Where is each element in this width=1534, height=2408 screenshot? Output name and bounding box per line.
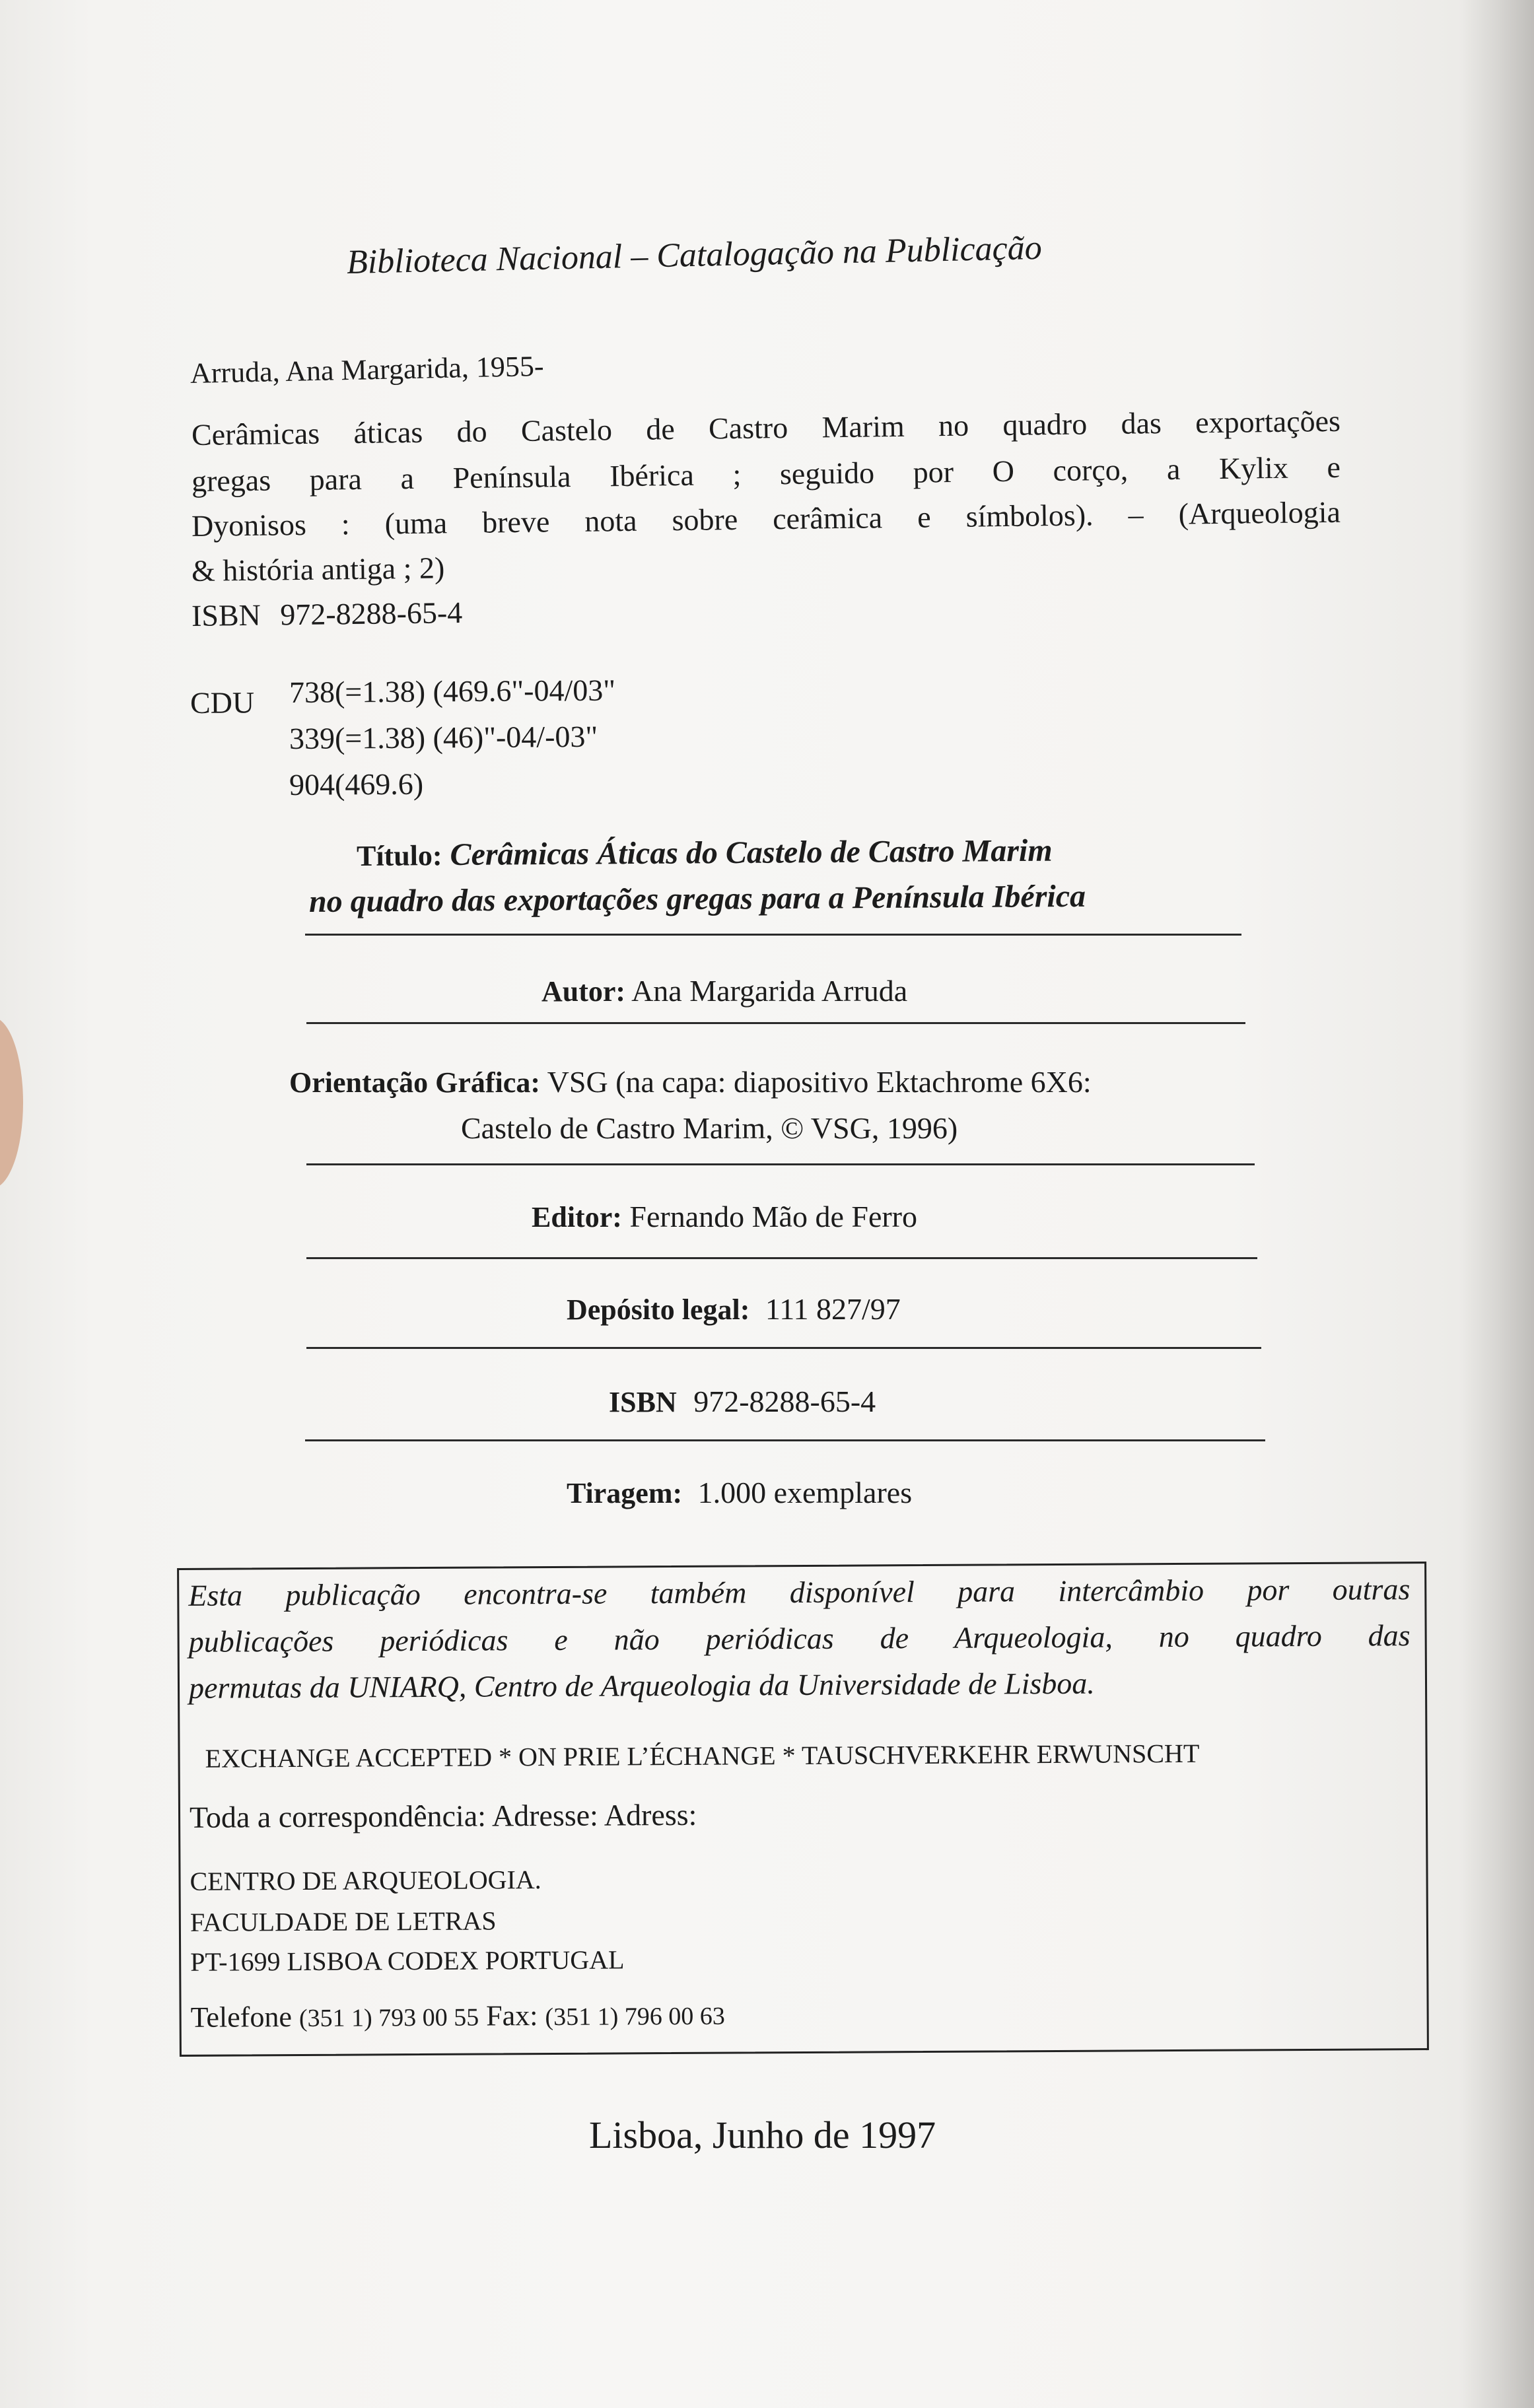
phone-fax — [191, 1998, 725, 2034]
correspondence: Toda a correspondência: Adresse: Adress: — [189, 1797, 697, 1834]
graphic-line2: Castelo de Castro Marim, © VSG, 1996) — [461, 1111, 958, 1145]
library-heading: Biblioteca Nacional – Catalogação na Publicação — [346, 228, 1043, 281]
rule — [306, 1347, 1261, 1349]
exchange-notice-box — [177, 1562, 1429, 2057]
phone-value: (351 1) 793 00 55 — [298, 2003, 479, 2032]
author-value: Ana Margarida Arruda — [631, 974, 908, 1008]
catalog-isbn — [192, 595, 463, 633]
colophon-editor — [532, 1199, 917, 1234]
editor-label: Editor: — [532, 1201, 622, 1233]
editor-value: Fernando Mão de Ferro — [629, 1200, 917, 1233]
fax-label: Fax: — [486, 1999, 538, 2032]
title-line1: Cerâmicas Áticas do Castelo de Castro Marim — [450, 833, 1053, 873]
address-line: FACULDADE DE LETRAS — [190, 1906, 497, 1937]
description-line: gregas para a Península Ibérica ; seguido por O corço, a Kylix e — [191, 450, 1341, 498]
cdu-line: 738(=1.38) (469.6"-04/03" — [289, 673, 616, 709]
colophon-author — [541, 973, 907, 1008]
title-line2: no quadro das exportações gregas para a Península Ibérica — [308, 878, 1086, 919]
rule — [306, 1257, 1257, 1259]
exchange-accepted: EXCHANGE ACCEPTED * ON PRIE L’ÉCHANGE * TAUSCHVERKEHR ERWUNSCHT — [205, 1738, 1200, 1773]
spine-shadow — [1461, 0, 1534, 2408]
exchange-line: permutas da UNIARQ, Centro de Arqueologia da Universidade de Lisboa. — [188, 1666, 1095, 1705]
title-label: Título: — [356, 839, 442, 872]
colophon-title — [357, 833, 1053, 874]
description-line: Dyonisos : (uma breve nota sobre cerâmica e símbolos). – (Arqueologia — [191, 495, 1341, 543]
fax-value: (351 1) 796 00 63 — [545, 2002, 725, 2032]
catalog-isbn-value: 972-8288-65-4 — [279, 595, 463, 632]
deposit-value: 111 827/97 — [765, 1292, 901, 1326]
exchange-line: Esta publicação encontra-se também disponível para intercâmbio por outras — [188, 1572, 1411, 1612]
description-line: & história antiga ; 2) — [191, 551, 445, 588]
author-entry: Arruda, Ana Margarida, 1955- — [190, 349, 544, 390]
address-line: PT-1699 LISBOA CODEX PORTUGAL — [190, 1944, 625, 1977]
graphic-line1: VSG (na capa: diapositivo Ektachrome 6X6: — [547, 1065, 1092, 1099]
colophon-isbn-value: 972-8288-65-4 — [693, 1385, 876, 1418]
cdu-line: 339(=1.38) (46)"-04/-03" — [289, 719, 598, 755]
rule — [305, 934, 1241, 936]
rule — [305, 1439, 1265, 1441]
colophon-deposit — [567, 1291, 901, 1326]
phone-label: Telefone — [190, 2001, 293, 2034]
colophon-print-run — [567, 1475, 912, 1510]
thumb-edge — [0, 1017, 23, 1188]
colophon-graphic — [289, 1064, 1092, 1099]
deposit-label: Depósito legal: — [567, 1293, 750, 1326]
description-line: Cerâmicas áticas do Castelo de Castro Marim no quadro das exportações — [191, 403, 1341, 452]
catalog-isbn-label: ISBN — [191, 598, 261, 633]
colophon-isbn-label: ISBN — [609, 1386, 677, 1418]
graphic-label: Orientação Gráfica: — [289, 1066, 540, 1099]
print-run-value: 1.000 exemplares — [697, 1476, 913, 1509]
author-label: Autor: — [541, 975, 626, 1008]
cdu-label: CDU — [190, 685, 255, 720]
cdu-line: 904(469.6) — [289, 767, 424, 802]
print-run-label: Tiragem: — [567, 1477, 683, 1509]
rule — [306, 1022, 1245, 1024]
colophon-isbn — [609, 1384, 876, 1419]
rule — [306, 1163, 1255, 1165]
place-date: Lisboa, Junho de 1997 — [589, 2114, 936, 2156]
exchange-line: publicações periódicas e não periódicas de Arqueologia, no quadro das — [188, 1618, 1411, 1659]
address-line: CENTRO DE ARQUEOLOGIA. — [190, 1865, 541, 1896]
